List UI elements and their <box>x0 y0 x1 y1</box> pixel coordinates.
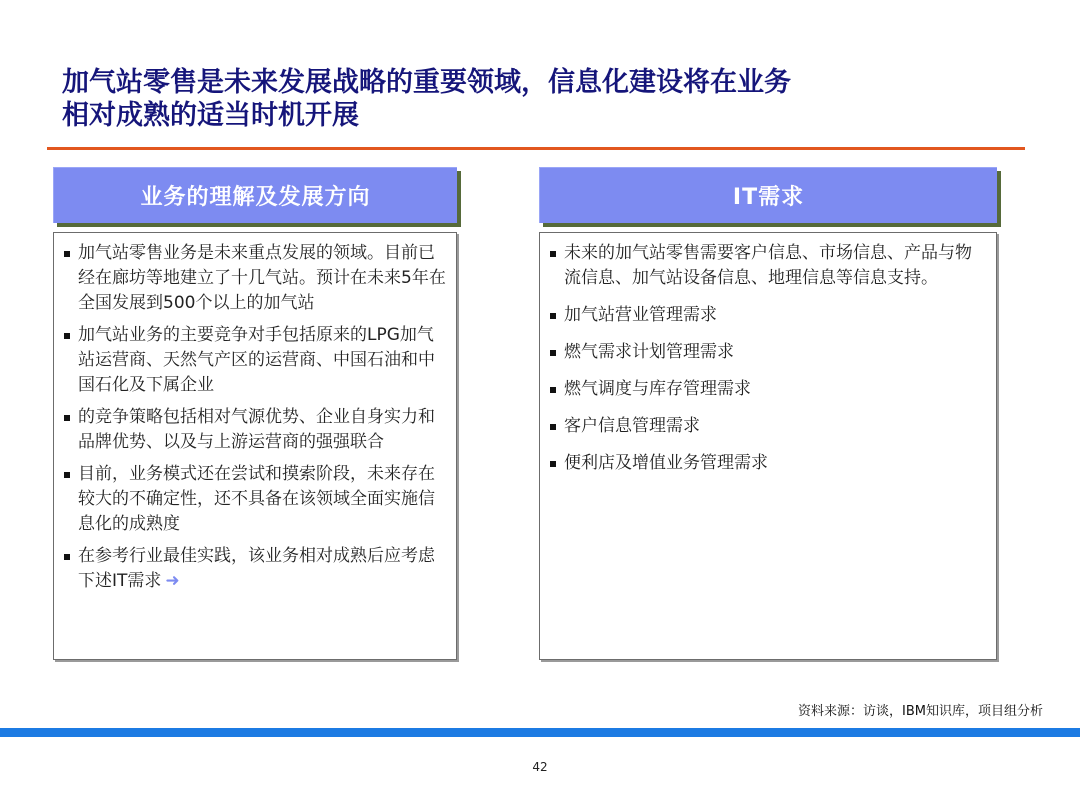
list-item: 加气站零售业务是未来重点发展的领域。目前已经在廊坊等地建立了十几气站。预计在未来5年在全国发展到500个以上的加气站 <box>64 241 446 316</box>
bullet-square-icon <box>64 333 70 339</box>
page-number: 42 <box>532 760 548 774</box>
bullet-square-icon <box>550 350 556 356</box>
list-item: 加气站业务的主要竞争对手包括原来的LPG加气站运营商、天然气产区的运营商、中国石油和中国石化及下属企业 <box>64 323 446 398</box>
list-item: 燃气调度与库存管理需求 <box>550 377 986 402</box>
left-panel-body <box>53 232 457 660</box>
title-divider <box>47 147 1025 150</box>
list-item: 客户信息管理需求 <box>550 414 986 439</box>
list-item: 燃气需求计划管理需求 <box>550 340 986 365</box>
bullet-square-icon <box>64 472 70 478</box>
list-item: 目前，业务模式还在尝试和摸索阶段，未来存在较大的不确定性，还不具备在该领域全面实施信息化的成熟度 <box>64 462 446 537</box>
bullet-square-icon <box>550 461 556 467</box>
right-panel-header: IT需求 <box>539 167 997 223</box>
bullet-square-icon <box>64 251 70 257</box>
right-bullet-list <box>550 241 986 476</box>
bullet-square-icon <box>550 251 556 257</box>
footer-bar <box>0 728 1080 737</box>
bullet-square-icon <box>550 387 556 393</box>
bullet-square-icon <box>550 313 556 319</box>
list-item: 便利店及增值业务管理需求 <box>550 451 986 476</box>
page-title <box>62 66 1022 132</box>
bullet-square-icon <box>64 415 70 421</box>
source-note: 资料来源：访谈，IBM知识库，项目组分析 <box>798 704 1043 719</box>
left-panel-header: 业务的理解及发展方向 <box>53 167 457 223</box>
list-item: 的竞争策略包括相对气源优势、企业自身实力和品牌优势、以及与上游运营商的强强联合 <box>64 405 446 455</box>
bullet-square-icon <box>64 554 70 560</box>
list-item: 在参考行业最佳实践，该业务相对成熟后应考虑下述IT需求 ➜ <box>64 544 446 594</box>
right-panel-body <box>539 232 997 660</box>
list-item: 加气站营业管理需求 <box>550 303 986 328</box>
list-item: 未来的加气站零售需要客户信息、市场信息、产品与物流信息、加气站设备信息、地理信息等信息支持。 <box>550 241 986 291</box>
title-line-2: 相对成熟的适当时机开展 <box>62 100 359 131</box>
bullet-square-icon <box>550 424 556 430</box>
left-bullet-list <box>64 241 446 594</box>
arrow-right-icon: ➜ <box>165 571 180 591</box>
title-line-1: 加气站零售是未来发展战略的重要领域，信息化建设将在业务 <box>62 67 791 98</box>
